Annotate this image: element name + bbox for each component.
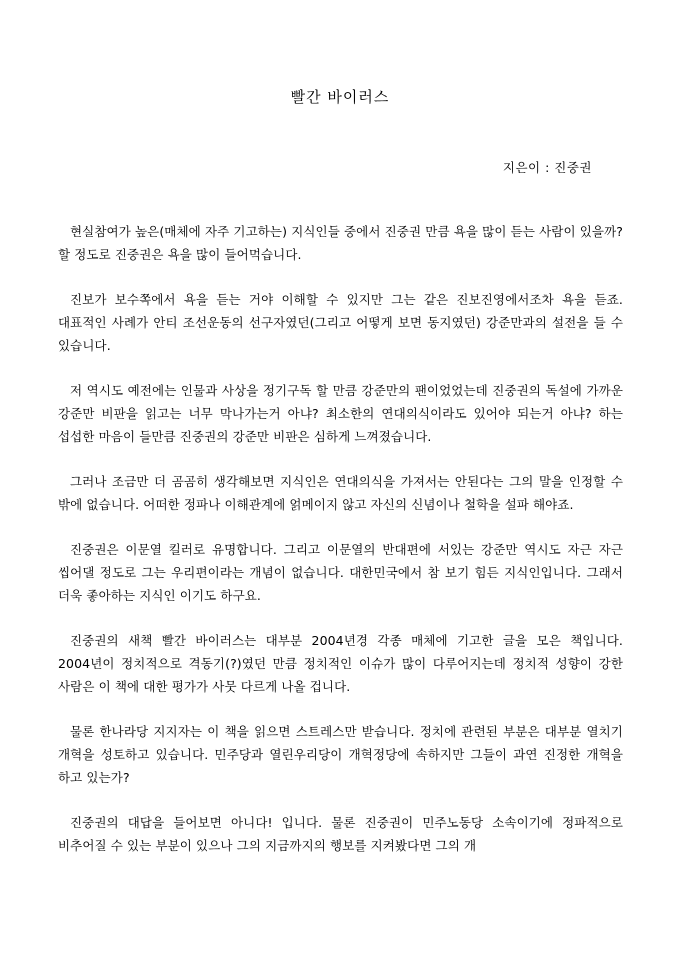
paragraph-8: 진중권의 대답을 들어보면 아니다! 입니다. 물론 진중권이 민주노동당 소속이기에 정파적으로 비추어질 수 있는 부분이 있으나 그의 지금까지의 행보를 지켜봤다면 그의 개: [58, 815, 623, 853]
document-title: 빨간 바이러스: [290, 88, 390, 106]
author-line: 지은이 : 진중권: [502, 160, 592, 175]
paragraph-4: 그러나 조금만 더 곰곰히 생각해보면 지식인은 연대의식을 가져서는 안된다는 그의 말을 인정할 수 밖에 없습니다. 어떠한 정파나 이해관계에 얽메이지 않고 자신의 신념이나 철학을 설파 해야죠.: [58, 474, 623, 512]
paragraph-3: 저 역시도 예전에는 인물과 사상을 정기구독 할 만큼 강준만의 팬이었었는데 진중권의 독설에 가까운 강준만 비판을 읽고는 너무 막나가는거 아냐? 최소한의 연대의식이라도 있어야 되는거 아냐? 하는 섭섭한 마음이 들만큼 진중권의 강준만 비판은 심하게 느껴졌습니다.: [58, 383, 623, 444]
paragraph-2: 진보가 보수쪽에서 욕을 듣는 거야 이해할 수 있지만 그는 같은 진보진영에서조차 욕을 듣죠. 대표적인 사례가 안티 조선운동의 선구자였던(그리고 어떻게 보면 동지였던) 강준만과의 설전을 들 수 있습니다.: [58, 292, 623, 353]
paragraph-6: 진중권의 새책 빨간 바이러스는 대부분 2004년경 각종 매체에 기고한 글을 모은 책입니다. 2004년이 정치적으로 격동기(?)였던 만큼 정치적인 이슈가 많이 다루어지는데 정치적 성향이 강한 사람은 이 책에 대한 평가가 사뭇 다르게 나올 겁니다.: [58, 633, 623, 694]
paragraph-7: 물론 한나라당 지지자는 이 책을 읽으면 스트레스만 받습니다. 정치에 관련된 부분은 대부분 열치기 개혁을 성토하고 있습니다. 민주당과 열린우리당이 개혁정당에 속하지만 그들이 과연 진정한 개혁을 하고 있는가?: [58, 724, 623, 785]
document-body: [58, 220, 623, 879]
paragraph-5: 진중권은 이문열 킬러로 유명합니다. 그리고 이문열의 반대편에 서있는 강준만 역시도 자근 자근 씹어댈 정도로 그는 우리편이라는 개념이 없습니다. 대한민국에서 참 보기 힘든 지식인입니다. 그래서 더욱 좋아하는 지식인 이기도 하구요.: [58, 542, 623, 603]
paragraph-1: 현실참여가 높은(매체에 자주 기고하는) 지식인들 중에서 진중권 만큼 욕을 많이 듣는 사람이 있을까? 할 정도로 진중권은 욕을 많이 들어먹습니다.: [58, 224, 623, 262]
